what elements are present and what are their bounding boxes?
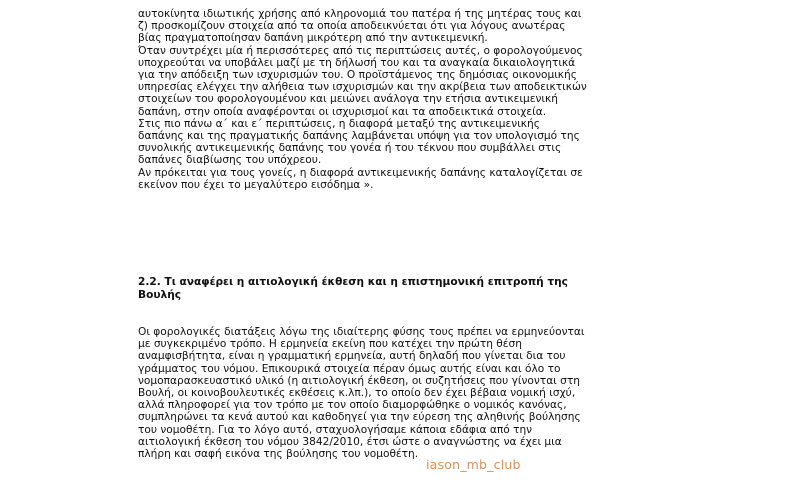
heading-line: 2.2. Τι αναφέρει η αιτιολογική έκθεση και η επιστημονική επιτροπή της xyxy=(138,276,568,288)
text-line: υποχρεούται να υποβάλει μαζί με τη δήλωσή του και τα αναγκαία δικαιολογητικά xyxy=(138,56,576,69)
text-line: Όταν συντρέχει μία ή περισσότερες από τις περιπτώσεις αυτές, ο φορολογούμενος xyxy=(138,44,583,57)
text-line: Αν πρόκειται για τους γονείς, η διαφορά αντικειμενικής δαπάνης καταλογίζεται σε xyxy=(138,166,583,179)
text-line: Βουλή, οι κοινοβουλευτικές εκθέσεις κ.λπ.), το οποίο δεν έχει βέβαια νομική ισχύ, xyxy=(138,387,576,400)
text-line: ζ) προσκομίζουν στοιχεία από τα οποία αποδεικνύεται ότι για λόγους ανωτέρας xyxy=(138,20,566,33)
text-line: αιτιολογική έκθεση του νόμου 3842/2010, έτσι ώστε ο αναγνώστης να έχει μια xyxy=(138,435,562,448)
text-line: δαπάνη, στην οποία αναφέρονται οι ισχυρισμοί και τα αποδεικτικά στοιχεία. xyxy=(138,105,547,118)
text-line: του νομοθέτη. Για το λόγο αυτό, σταχυολογήσαμε κάποια εδάφια από την xyxy=(138,423,533,436)
heading-line: Βουλής xyxy=(138,288,182,301)
text-line: αυτοκίνητα ιδιωτικής χρήσης από κληρονομιά του πατέρα ή της μητέρας τους και xyxy=(138,8,582,20)
text-line: με συγκεκριμένο τρόπο. Η ερμηνεία εκείνη που κατέχει την πρώτη θέση xyxy=(138,338,522,351)
text-line: Στις πιο πάνω α΄ και ε΄ περιπτώσεις, η διαφορά μεταξύ της αντικειμενικής xyxy=(138,117,540,130)
text-line: γράμματος του νόμου. Επικουρικά στοιχεία πέραν όμως αυτής είναι και όλο το xyxy=(138,362,561,375)
text-line: συμπληρώνει τα κενά αυτού και καθοδηγεί για την εύρεση της αληθινής βούλησης xyxy=(138,411,581,424)
section-heading xyxy=(138,276,568,301)
body-paragraph xyxy=(138,326,585,460)
text-line: εκείνον που έχει το μεγαλύτερο εισόδημα ». xyxy=(138,178,374,191)
document-page xyxy=(138,0,658,492)
text-line: αλλά πληροφορεί για τον τρόπο με τον οποίο διαμορφώθηκε ο νομικός κανόνας, xyxy=(138,399,567,412)
text-line: αναμφισβήτητα, είναι η γραμματική ερμηνεία, αυτή δηλαδή που γίνεται δια του xyxy=(138,350,566,363)
text-line: δαπάνες διαβίωσης του υπόχρεου. xyxy=(138,154,322,167)
text-line: στοιχείων του φορολογουμένου και μειώνει ανάλογα την ετήσια αντικειμενική xyxy=(138,93,558,106)
text-line: για την απόδειξη των ισχυρισμών του. Ο προϊστάμενος της δημόσιας οικονομικής xyxy=(138,69,577,82)
text-line: συνολικής αντικειμενικής δαπάνης του γονέα ή του τέκνου που συμβάλλει στις xyxy=(138,142,562,155)
text-line: πλήρη και σαφή εικόνα της βούλησης του νομοθέτη. xyxy=(138,448,419,461)
text-line: Οι φορολογικές διατάξεις λόγω της ιδιαίτερης φύσης τους πρέπει να ερμηνεύονται xyxy=(138,326,585,338)
text-line: νομοπαρασκευαστικό υλικό (η αιτιολογική έκθεση, οι συζητήσεις που γίνονται στη xyxy=(138,374,580,387)
watermark: iason_mb_club xyxy=(426,457,521,472)
top-paragraph xyxy=(138,8,587,191)
text-line: δαπάνης και της πραγματικής δαπάνης λαμβάνεται υπόψη για τον υπολογισμό της xyxy=(138,130,580,143)
text-line: υπηρεσίας ελέγχει την αλήθεια των ισχυρισμών και την ακρίβεια των αποδεικτικών xyxy=(138,81,587,94)
text-line: βίας πραγματοποίησαν δαπάνη μικρότερη από την αντικειμενική. xyxy=(138,32,488,45)
